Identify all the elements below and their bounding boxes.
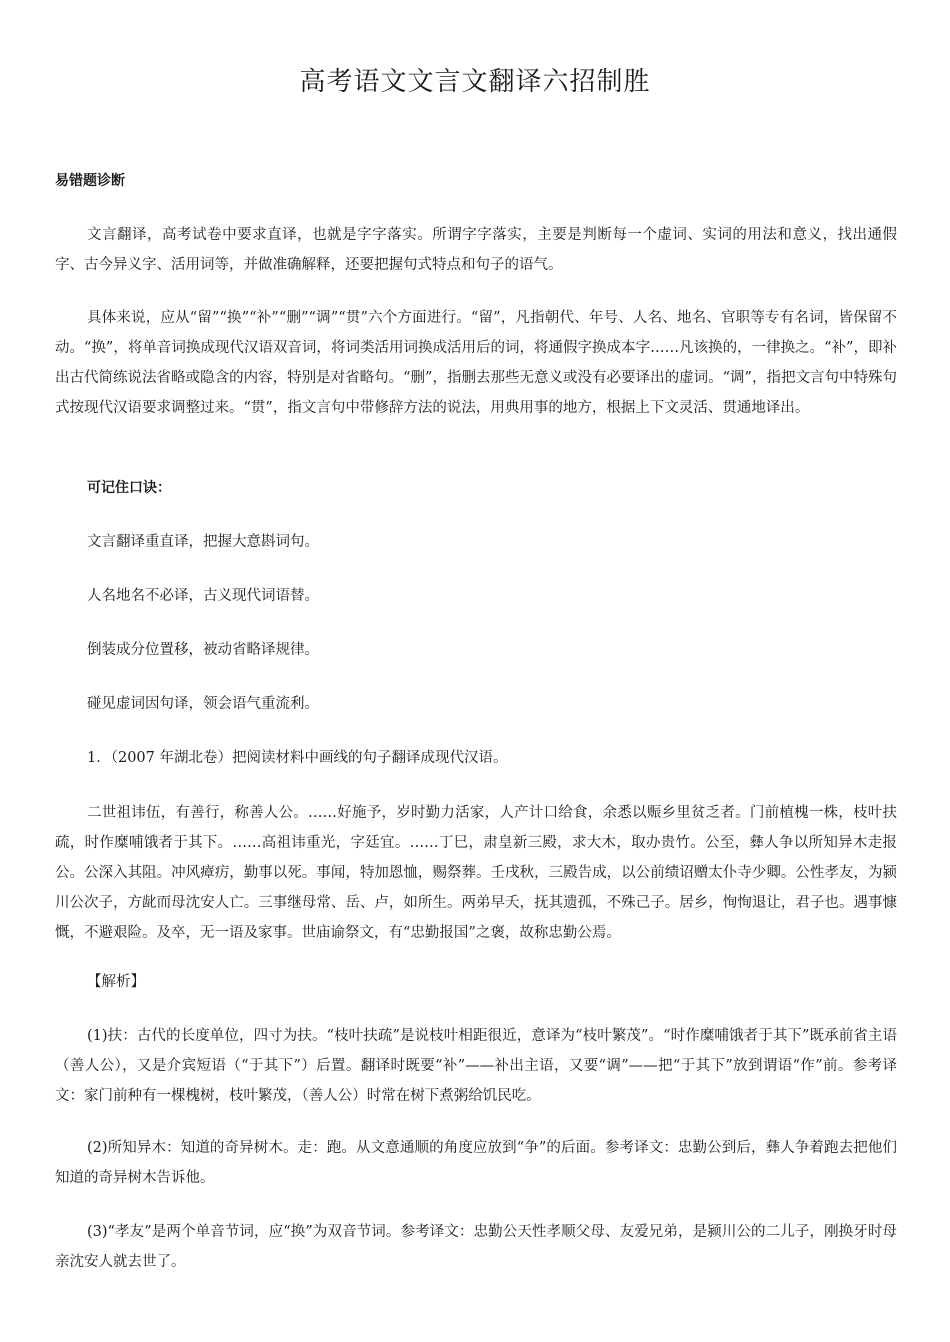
detail-paragraph: 具体来说，应从“留”“换”“补”“删”“调”“贯”六个方面进行。“留”，凡指朝代、年号、人名、地名、官职等专有名词，皆保留不动。“换”，将单音词换成现代汉语双音词，将词类活用词换成活用后的词，将通假字换成本字……凡该换的，一律换之。“补”，即补出古代简练说法省略或隐含的内容，特别是对省略句。“删”，指删去那些无意义或没有必要译出的虚词。“调”，指把文言句中特殊句式按现代汉语要求调整过来。“贯”，指文言句中带修辞方法的说法，用典用事的地方，根据上下文灵活、贯通地译出。	[55, 310, 897, 416]
page-title: 高考语文文言文翻译六招制胜	[299, 67, 651, 97]
passage-paragraph: 二世祖讳伍，有善行，称善人公。……好施予，岁时勤力活家，人产计口给食，余悉以赈乡里贫乏者。门前植槐一株，枝叶扶疏，时作糜哺饿者于其下。……高祖讳重光，字廷宜。……丁巳，肃皇新三殿，求大木，取办贵竹。公至，彝人争以所知异木走报公。公深入其阻。冲风瘴疠，勤事以死。事闻，特加恩恤，赐祭葬。壬戌秋，三殿告成，以公前绩诏赠太仆寺少卿。公性孝友，为颍川公次子，方龀而母沈安人亡。三事继母常、岳、卢，如所生。两弟早夭，抚其遗孤，不殊己子。居乡，恂恂退让，君子也。遇事慷慨，不避艰险。及卒，无一语及家事。世庙谕祭文，有“忠勤报国”之褒，故称忠勤公焉。	[55, 805, 897, 941]
mnemonic-line: 文言翻译重直译，把握大意斟词句。	[87, 534, 319, 550]
question-item: 1．（2007 年湖北卷）把阅读材料中画线的句子翻译成现代汉语。	[87, 750, 508, 766]
analysis-heading: 【解析】	[87, 974, 145, 990]
analysis-paragraph: (3)“孝友”是两个单音节词，应“换”为双音节词。参考译文：忠勤公天性孝顺父母、友爱兄弟，是颍川公的二儿子，刚换牙时母亲沈安人就去世了。	[55, 1224, 897, 1270]
mnemonic-heading: 可记住口诀：	[87, 480, 171, 496]
analysis-paragraph: (1)扶：古代的长度单位，四寸为扶。“枝叶扶疏”是说枝叶相距很近，意译为“枝叶繁茂”。“时作糜哺饿者于其下”既承前省主语（善人公），又是介宾短语（“于其下”）后置。翻译时既要“补”——补出主语，又要“调”——把“于其下”放到谓语“作”前。参考译文：家门前种有一棵槐树，枝叶繁茂，（善人公）时常在树下煮粥给饥民吃。	[55, 1028, 897, 1104]
mnemonic-line: 人名地名不必译，古义现代词语替。	[87, 588, 319, 604]
mnemonic-line: 碰见虚词因句译，领会语气重流利。	[87, 696, 319, 712]
section-heading: 易错题诊断	[55, 173, 125, 189]
analysis-paragraph: (2)所知异木：知道的奇异树木。走：跑。从文意通顺的角度应放到“争”的后面。参考译文：忠勤公到后，彝人争着跑去把他们知道的奇异树木告诉他。	[55, 1140, 897, 1186]
intro-paragraph: 文言翻译，高考试卷中要求直译，也就是字字落实。所谓字字落实，主要是判断每一个虚词、实词的用法和意义，找出通假字、古今异义字、活用词等，并做准确解释，还要把握句式特点和句子的语气。	[55, 227, 897, 273]
mnemonic-line: 倒装成分位置移，被动省略译规律。	[87, 642, 319, 658]
